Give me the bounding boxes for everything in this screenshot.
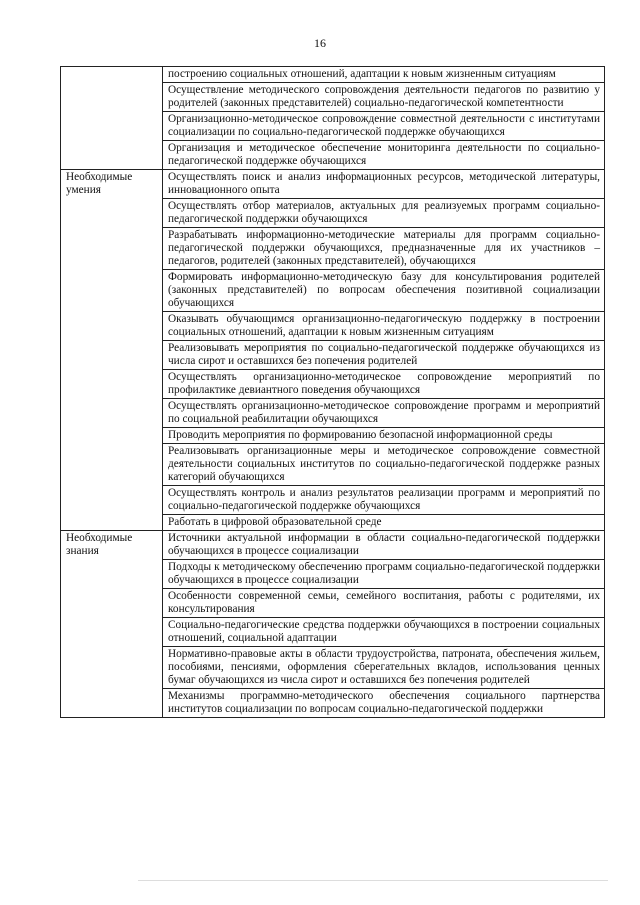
requirement-item: Организация и методическое обеспечение мониторинга деятельности по социально-педагогической поддержке обучающихся bbox=[163, 141, 605, 170]
table-row bbox=[61, 170, 605, 199]
requirement-item: построению социальных отношений, адаптации к новым жизненным ситуациям bbox=[163, 67, 605, 83]
requirement-item: Механизмы программно-методического обеспечения социального партнерства институтов социализации по вопросам социально-педагогической поддержки bbox=[163, 689, 605, 718]
requirement-item: Формировать информационно-методическую базу для консультирования родителей (законных представителей) по вопросам обеспечения позитивной социализации обучающихся bbox=[163, 270, 605, 312]
requirement-item: Осуществлять организационно-методическое сопровождение программ и мероприятий по социальной реабилитации обучающихся bbox=[163, 399, 605, 428]
requirement-item: Осуществлять поиск и анализ информационных ресурсов, методической литературы, инновационного опыта bbox=[163, 170, 605, 199]
requirement-item: Подходы к методическому обеспечению программ социально-педагогической поддержки обучающихся в процессе социализации bbox=[163, 560, 605, 589]
requirement-item: Реализовывать мероприятия по социально-педагогической поддержке обучающихся из числа сирот и оставшихся без попечения родителей bbox=[163, 341, 605, 370]
requirement-item: Нормативно-правовые акты в области трудоустройства, патроната, обеспечения жильем, пособиями, пенсиями, оформления сберегательных вкладов, использования ценных бумаг обучающихся из числа сирот и оставшихся без попечения родителей bbox=[163, 647, 605, 689]
requirement-item: Осуществлять организационно-методическое сопровождение мероприятий по профилактике девиантного поведения обучающихся bbox=[163, 370, 605, 399]
requirement-item: Социально-педагогические средства поддержки обучающихся в построении социальных отношений, социальной адаптации bbox=[163, 618, 605, 647]
section-label: Необходимые умения bbox=[61, 170, 163, 531]
table-row bbox=[61, 67, 605, 83]
requirement-item: Реализовывать организационные меры и методическое сопровождение совместной деятельности социальных институтов по социально-педагогической поддержке разных категорий обучающихся bbox=[163, 444, 605, 486]
section-label bbox=[61, 67, 163, 170]
scan-edge-mark bbox=[138, 880, 608, 903]
section-label: Необходимые знания bbox=[61, 531, 163, 718]
requirement-item: Осуществление методического сопровождения деятельности педагогов по развитию у родителей (законных представителей) социально-педагогической компетентности bbox=[163, 83, 605, 112]
requirement-item: Особенности современной семьи, семейного воспитания, работы с родителями, их консультирования bbox=[163, 589, 605, 618]
requirement-item: Организационно-методическое сопровождение совместной деятельности с институтами социализации по социально-педагогической поддержке обучающихся bbox=[163, 112, 605, 141]
requirement-item: Осуществлять контроль и анализ результатов реализации программ и мероприятий по социально-педагогической поддержке обучающихся bbox=[163, 486, 605, 515]
requirement-item: Проводить мероприятия по формированию безопасной информационной среды bbox=[163, 428, 605, 444]
requirement-item: Оказывать обучающимся организационно-педагогическую поддержку в построении социальных отношений, адаптации к новым жизненным ситуациям bbox=[163, 312, 605, 341]
requirement-item: Разрабатывать информационно-методические материалы для программ социально-педагогической поддержки обучающихся, предназначенные для их участников – педагогов, родителей (законных представителей), обучающихся bbox=[163, 228, 605, 270]
requirement-item: Источники актуальной информации в области социально-педагогической поддержки обучающихся в процессе социализации bbox=[163, 531, 605, 560]
requirements-table bbox=[60, 66, 605, 718]
requirement-item: Осуществлять отбор материалов, актуальных для реализуемых программ социально-педагогической поддержки обучающихся bbox=[163, 199, 605, 228]
page-number: 16 bbox=[314, 36, 326, 50]
table-row bbox=[61, 531, 605, 560]
requirement-item: Работать в цифровой образовательной среде bbox=[163, 515, 605, 531]
